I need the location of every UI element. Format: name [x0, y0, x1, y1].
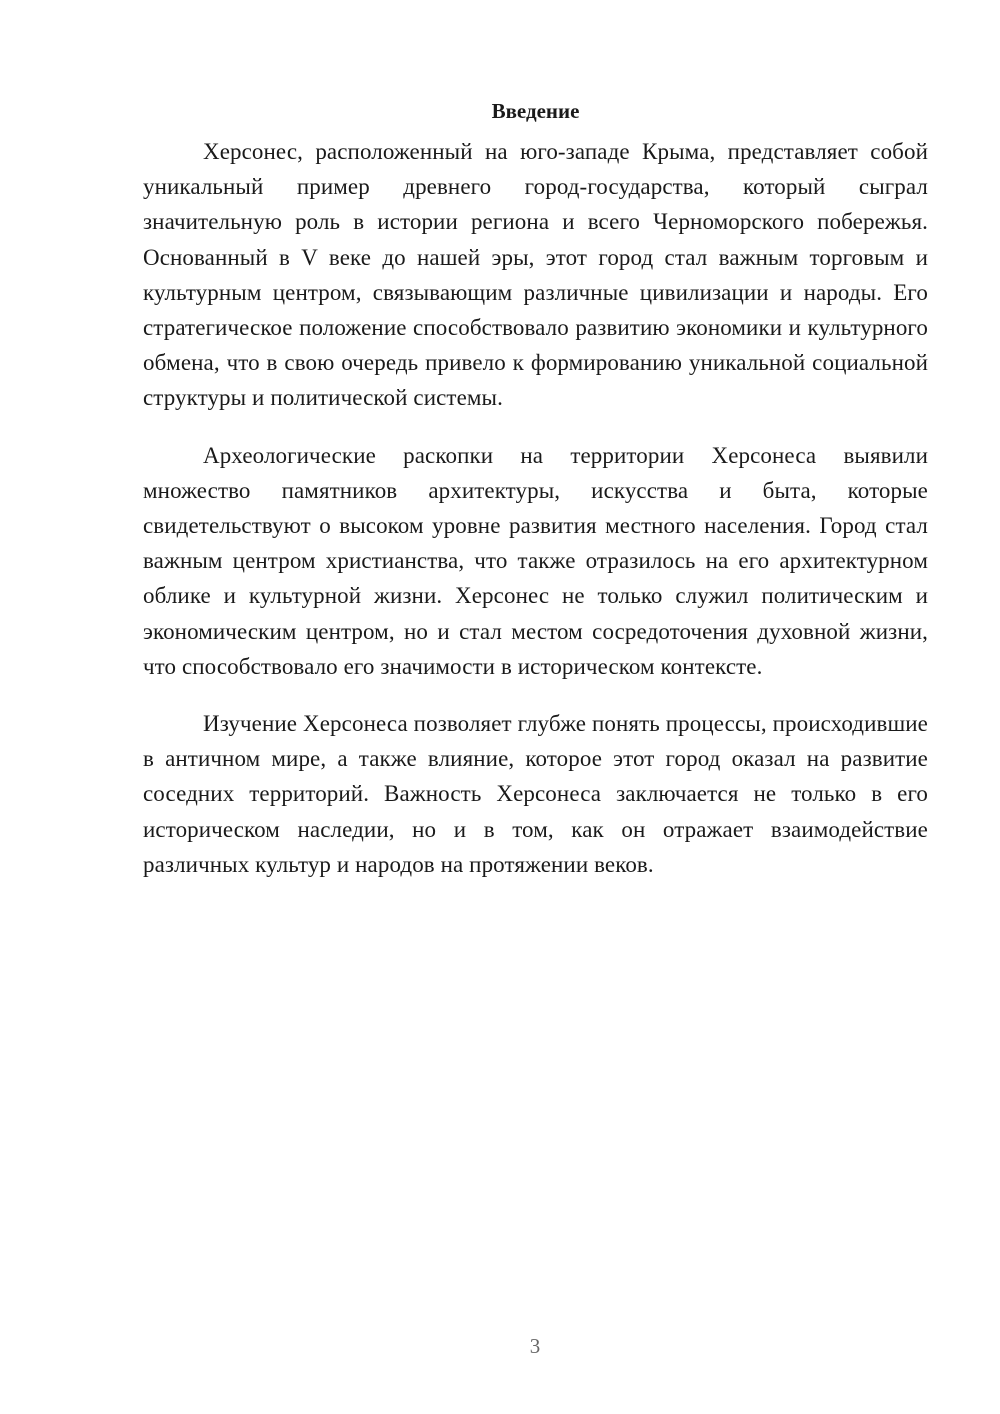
paragraph-1: Херсонес, расположенный на юго-западе Крыма, представляет собой уникальный пример древнего город-государства, который сыграл значительную роль в истории региона и всего Черноморского побережья. Основанный в V веке до нашей эры, этот город стал важным торговым и культурным центром, связывающим различные цивилизации и народы. Его стратегическое положение способствовало развитию экономики и культурного обмена, что в свою очередь привело к формированию уникальной социальной структуры и политической системы. — [143, 139, 928, 411]
paragraph-3: Изучение Херсонеса позволяет глубже понять процессы, происходившие в античном мире, а также влияние, которое этот город оказал на развитие соседних территорий. Важность Херсонеса заключается не только в его историческом наследии, но и в том, как он отражает взаимодействие различных культур и народов на протяжении веков. — [143, 711, 928, 877]
page-number: 3 — [529, 1334, 541, 1358]
paragraph-2: Археологические раскопки на территории Херсонеса выявили множество памятников архитектуры, искусства и быта, которые свидетельствуют о высоком уровне развития местного населения. Город стал важным центром христианства, что также отразилось на его архитектурном облике и культурной жизни. Херсонес не только служил политическим и экономическим центром, но и стал местом сосредоточения духовной жизни, что способствовало его значимости в историческом контексте. — [143, 442, 928, 679]
page-content — [143, 96, 928, 904]
section-heading: Введение — [491, 99, 580, 123]
